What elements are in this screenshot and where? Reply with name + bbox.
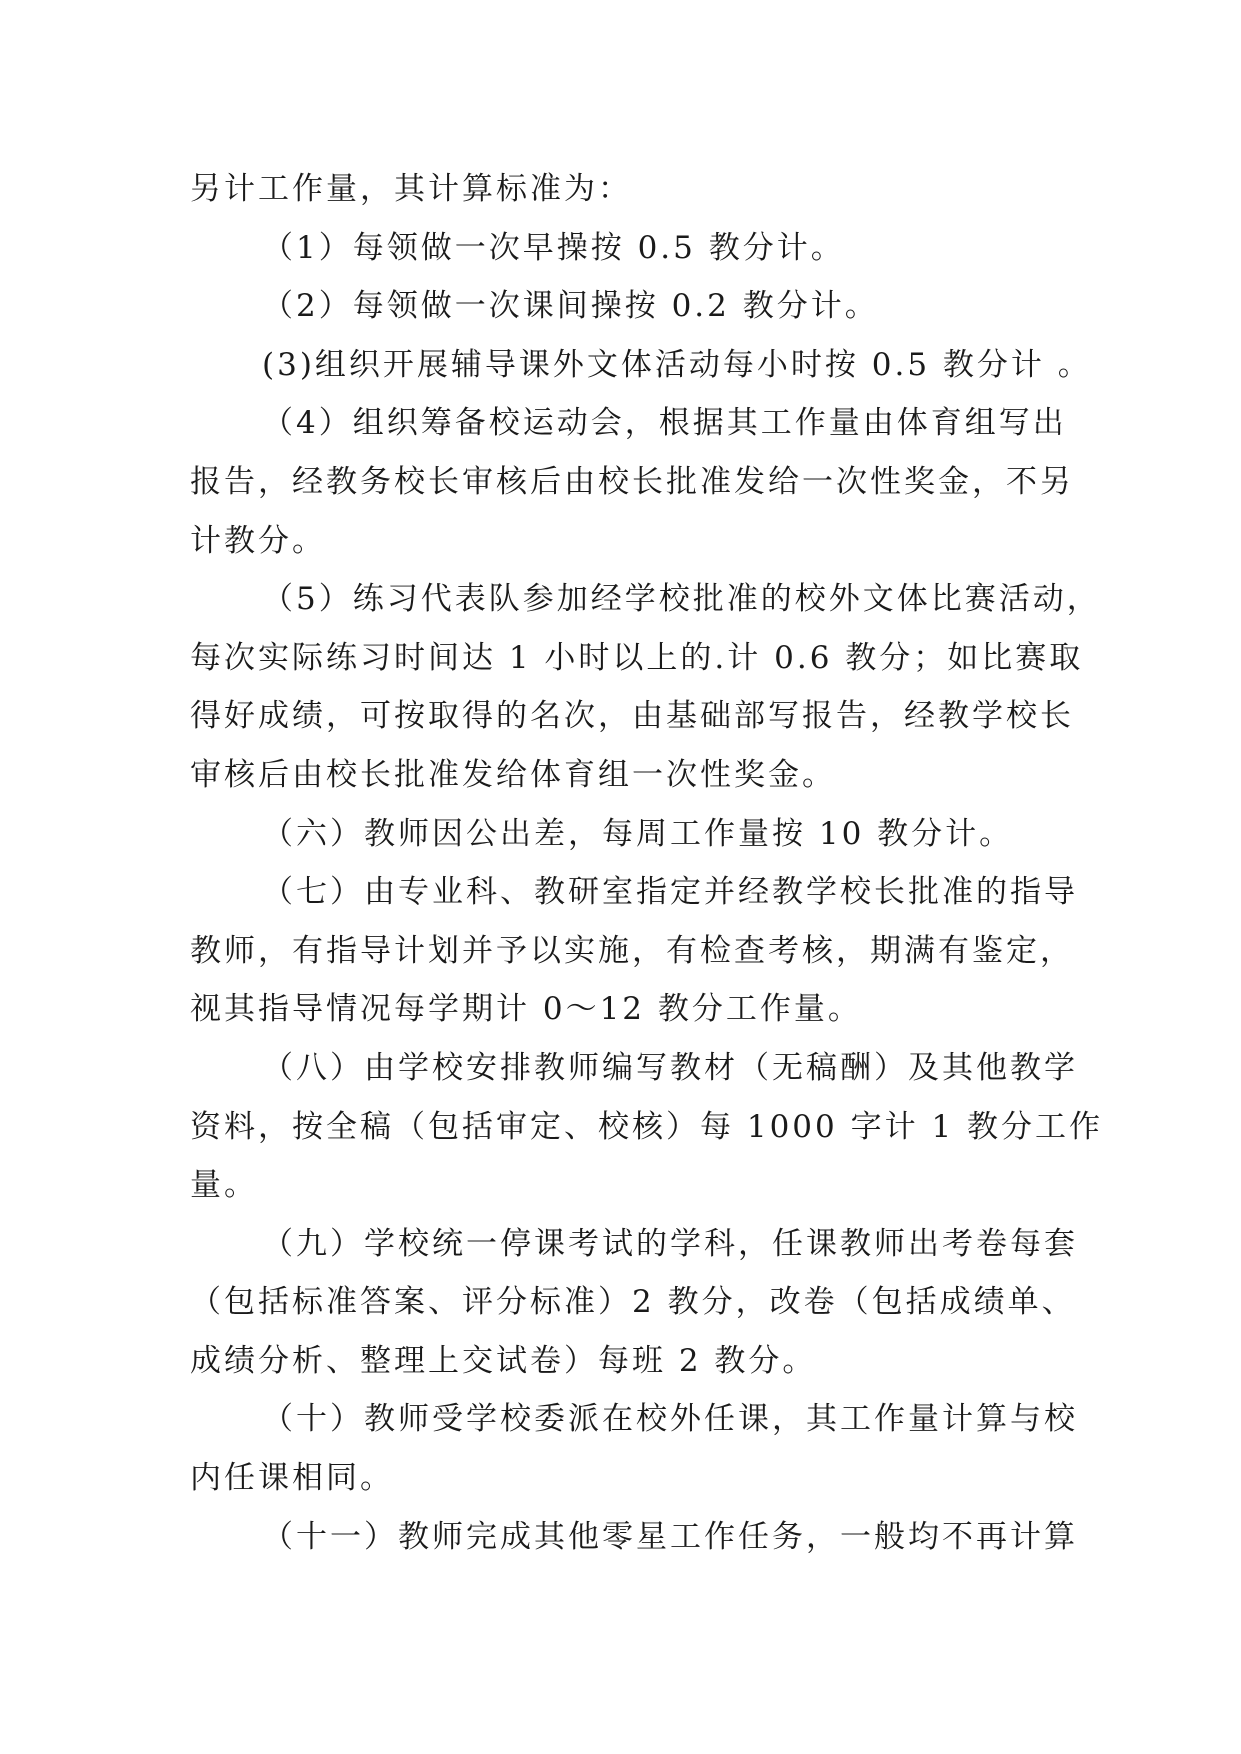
text-line: (3)组织开展辅导课外文体活动每小时按 0.5 教分计 。 [262, 346, 1092, 383]
text-line: （十一）教师完成其他零星工作任务，一般均不再计算 [262, 1518, 1078, 1555]
text-line: 量。 [190, 1167, 258, 1204]
text-line: 审核后由校长批准发给体育组一次性奖金。 [190, 756, 836, 793]
text-line: （九）学校统一停课考试的学科，任课教师出考卷每套 [262, 1225, 1078, 1262]
text-line: 每次实际练习时间达 1 小时以上的.计 0.6 教分；如比赛取 [190, 639, 1084, 676]
text-line: 计教分。 [190, 522, 326, 559]
text-line: 资料，按全稿（包括审定、校核）每 1000 字计 1 教分工作 [190, 1108, 1104, 1145]
text-line: （十）教师受学校委派在校外任课，其工作量计算与校 [262, 1401, 1078, 1438]
text-line: 报告，经教务校长审核后由校长批准发给一次性奖金，不另 [190, 463, 1074, 500]
text-line: 教师，有指导计划并予以实施，有检查考核，期满有鉴定， [190, 932, 1074, 969]
text-line: （六）教师因公出差，每周工作量按 10 教分计。 [262, 815, 1014, 852]
text-line: 成绩分析、整理上交试卷）每班 2 教分。 [190, 1342, 817, 1379]
text-line: 视其指导情况每学期计 0～12 教分工作量。 [190, 991, 862, 1028]
document-body [190, 160, 1104, 1566]
text-line: （1）每领做一次早操按 0.5 教分计。 [262, 229, 845, 266]
text-line: （八）由学校安排教师编写教材（无稿酬）及其他教学 [262, 1049, 1078, 1086]
text-line: （4）组织筹备校运动会，根据其工作量由体育组写出 [262, 405, 1067, 442]
text-line: （七）由专业科、教研室指定并经教学校长批准的指导 [262, 874, 1078, 911]
text-line: （2）每领做一次课间操按 0.2 教分计。 [262, 288, 879, 325]
text-line: （包括标准答案、评分标准）2 教分，改卷（包括成绩单、 [190, 1284, 1076, 1321]
text-line: 另计工作量，其计算标准为： [190, 171, 632, 207]
text-line: 得好成绩，可按取得的名次，由基础部写报告，经教学校长 [190, 698, 1074, 735]
text-line: 内任课相同。 [190, 1460, 394, 1497]
text-line: （5）练习代表队参加经学校批准的校外文体比赛活动， [262, 581, 1101, 618]
